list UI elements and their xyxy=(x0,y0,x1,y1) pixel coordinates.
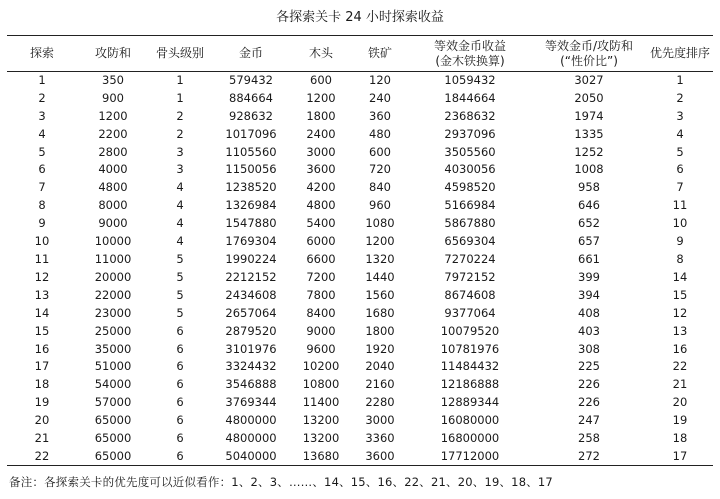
table-cell: 10200 xyxy=(302,359,340,374)
table-cell: 16800000 xyxy=(440,431,500,446)
table-cell: 1560 xyxy=(365,287,395,302)
table-cell: 5 xyxy=(176,305,184,320)
table-cell: 54000 xyxy=(94,377,132,392)
table-cell: 65000 xyxy=(94,413,132,428)
table-cell: 19 xyxy=(34,395,50,410)
table-cell: 600 xyxy=(369,144,391,159)
table-cell: 14 xyxy=(672,269,688,284)
table-cell: 1238520 xyxy=(225,180,277,195)
table-cell: 6 xyxy=(38,162,46,177)
table-cell: 35000 xyxy=(94,341,132,356)
table-cell: 14 xyxy=(34,305,50,320)
table-cell: 8000 xyxy=(98,198,128,213)
table-cell: 2879520 xyxy=(225,323,277,338)
table-cell: 1 xyxy=(38,73,46,88)
table-cell: 16 xyxy=(34,341,50,356)
table-cell: 3324432 xyxy=(225,359,277,374)
table-cell: 2800 xyxy=(98,144,128,159)
table-cell: 408 xyxy=(578,305,600,320)
table-cell: 13680 xyxy=(291,448,351,466)
table-cell: 4800000 xyxy=(225,413,277,428)
table-cell: 3000 xyxy=(306,144,336,159)
table-cell: 18 xyxy=(34,377,50,392)
table-cell: 51000 xyxy=(94,359,132,374)
table-cell: 4598520 xyxy=(444,180,496,195)
table-cell: 9000 xyxy=(306,323,336,338)
table-cell: 399 xyxy=(578,269,600,284)
column-header xyxy=(351,36,409,72)
column-header xyxy=(211,36,291,72)
table-cell: 11484432 xyxy=(440,359,500,374)
column-header-sublabel: (金木铁换算) xyxy=(435,53,505,68)
table-cell: 20 xyxy=(34,413,50,428)
table-cell: 661 xyxy=(578,252,600,267)
table-cell: 1335 xyxy=(574,126,604,141)
table-cell: 2040 xyxy=(365,359,395,374)
table-cell: 3769344 xyxy=(225,395,277,410)
table-cell: 2368632 xyxy=(444,108,496,123)
table-cell: 7972152 xyxy=(444,269,496,284)
table-cell: 15 xyxy=(34,323,50,338)
column-header-label: 骨头级别 xyxy=(155,46,204,60)
table-cell: 8674608 xyxy=(444,287,496,302)
table-cell: 9600 xyxy=(306,341,336,356)
table-row xyxy=(7,215,713,233)
table-cell: 8 xyxy=(676,252,684,267)
table-cell: 2280 xyxy=(365,395,395,410)
table-row xyxy=(7,143,713,161)
table-cell: 225 xyxy=(578,359,600,374)
table-cell: 900 xyxy=(102,90,124,105)
table-cell: 1844664 xyxy=(444,90,496,105)
table-cell: 5 xyxy=(176,269,184,284)
table-cell: 20000 xyxy=(94,269,132,284)
table-cell: 6 xyxy=(176,341,184,356)
table-cell: 3000 xyxy=(365,413,395,428)
table-cell: 3 xyxy=(676,108,684,123)
table-row xyxy=(7,233,713,251)
table-cell: 394 xyxy=(578,287,600,302)
table-row xyxy=(7,430,713,448)
table-cell: 12889344 xyxy=(440,395,500,410)
table-row xyxy=(7,322,713,340)
table-cell: 4800 xyxy=(98,180,128,195)
table-cell: 2 xyxy=(676,90,684,105)
column-header xyxy=(531,36,647,72)
table-cell: 1920 xyxy=(365,341,395,356)
table-cell: 226 xyxy=(578,395,600,410)
table-row xyxy=(7,412,713,430)
table-cell: 13200 xyxy=(302,413,340,428)
column-header-label: 木头 xyxy=(308,46,333,60)
table-cell: 12 xyxy=(672,305,688,320)
table-cell: 2050 xyxy=(574,90,604,105)
table-cell: 1080 xyxy=(365,216,395,231)
table-cell: 1326984 xyxy=(225,198,277,213)
table-cell: 17 xyxy=(647,448,713,466)
table-cell: 6 xyxy=(676,162,684,177)
table-cell: 7200 xyxy=(306,269,336,284)
table-cell: 16 xyxy=(672,341,688,356)
table-cell: 13 xyxy=(34,287,50,302)
table-cell: 4 xyxy=(176,198,184,213)
table-cell: 5 xyxy=(176,252,184,267)
table-cell: 5400 xyxy=(306,216,336,231)
column-header xyxy=(77,36,149,72)
column-header-label: 优先度排序 xyxy=(649,46,710,60)
table-cell: 960 xyxy=(369,198,391,213)
table-cell: 1990224 xyxy=(225,252,277,267)
table-cell: 3360 xyxy=(365,431,395,446)
table-cell: 17 xyxy=(34,359,50,374)
header-row xyxy=(7,36,713,72)
table-cell: 958 xyxy=(578,180,600,195)
footnote: 备注：各探索关卡的优先度可以近似看作：1、2、3、……、14、15、16、22、21、20、19、18、17 xyxy=(9,475,553,489)
table-cell: 7 xyxy=(38,180,46,195)
table-cell: 1059432 xyxy=(444,73,496,88)
table-cell: 6000 xyxy=(306,234,336,249)
table-row xyxy=(7,161,713,179)
table-cell: 4 xyxy=(38,126,46,141)
table-cell: 3101976 xyxy=(225,341,277,356)
table-cell: 57000 xyxy=(94,395,132,410)
table-cell: 1680 xyxy=(365,305,395,320)
table-cell: 7 xyxy=(676,180,684,195)
table-row xyxy=(7,268,713,286)
table-cell: 9000 xyxy=(98,216,128,231)
table-row xyxy=(7,89,713,107)
table-cell: 1252 xyxy=(574,144,604,159)
table-cell: 23000 xyxy=(94,305,132,320)
table-cell: 4800000 xyxy=(225,431,277,446)
table-cell: 308 xyxy=(578,341,600,356)
table-cell: 240 xyxy=(369,90,391,105)
column-header-label: 金币 xyxy=(238,46,263,60)
column-header-sublabel: (“性价比”) xyxy=(560,53,618,68)
table-cell: 720 xyxy=(369,162,391,177)
table-cell: 1547880 xyxy=(225,216,277,231)
table-cell: 1769304 xyxy=(225,234,277,249)
table-cell: 2434608 xyxy=(225,287,277,302)
table-cell: 1105560 xyxy=(225,144,277,159)
table-cell: 2400 xyxy=(306,126,336,141)
table-cell: 403 xyxy=(578,323,600,338)
table-cell: 13 xyxy=(672,323,688,338)
column-header-label: 探索 xyxy=(29,46,54,60)
table-cell: 12186888 xyxy=(440,377,500,392)
table-cell: 6 xyxy=(149,448,211,466)
table-cell: 3600 xyxy=(351,448,409,466)
column-header-label: 铁矿 xyxy=(367,46,392,60)
table-cell: 12 xyxy=(34,269,50,284)
table-cell: 9377064 xyxy=(444,305,496,320)
table-cell: 10781976 xyxy=(440,341,500,356)
table-cell: 22 xyxy=(672,359,688,374)
table-cell: 1 xyxy=(676,73,684,88)
table-cell: 1320 xyxy=(365,252,395,267)
column-header xyxy=(291,36,351,72)
table-cell: 25000 xyxy=(94,323,132,338)
table-row xyxy=(7,179,713,197)
table-cell: 5166984 xyxy=(444,198,496,213)
table-cell: 9 xyxy=(676,234,684,249)
table-cell: 480 xyxy=(369,126,391,141)
table-cell: 1 xyxy=(176,73,184,88)
column-header xyxy=(647,36,713,72)
table-cell: 1008 xyxy=(574,162,604,177)
table-cell: 10800 xyxy=(302,377,340,392)
table-row xyxy=(7,72,713,90)
table-cell: 4030056 xyxy=(444,162,496,177)
table-cell: 1800 xyxy=(365,323,395,338)
table-cell: 6 xyxy=(176,395,184,410)
table-cell: 360 xyxy=(369,108,391,123)
table-row xyxy=(7,304,713,322)
table-header xyxy=(7,36,713,72)
table-cell: 3 xyxy=(176,144,184,159)
table-cell: 247 xyxy=(578,413,600,428)
table-row xyxy=(7,286,713,304)
table-row xyxy=(7,340,713,358)
table-cell: 600 xyxy=(310,73,332,88)
table-cell: 5867880 xyxy=(444,216,496,231)
table-cell: 9 xyxy=(38,216,46,231)
table-cell: 5 xyxy=(38,144,46,159)
table-cell: 652 xyxy=(578,216,600,231)
table-cell: 928632 xyxy=(229,108,273,123)
table-cell: 120 xyxy=(369,73,391,88)
table-row xyxy=(7,125,713,143)
table-cell: 350 xyxy=(102,73,124,88)
table-row xyxy=(7,448,713,466)
table-cell: 11000 xyxy=(94,252,132,267)
table-cell: 3546888 xyxy=(225,377,277,392)
table-cell: 6569304 xyxy=(444,234,496,249)
table-cell: 1200 xyxy=(306,90,336,105)
table-cell: 1440 xyxy=(365,269,395,284)
table-cell: 11 xyxy=(34,252,50,267)
table-cell: 5040000 xyxy=(211,448,291,466)
table-cell: 4 xyxy=(676,126,684,141)
table-cell: 6 xyxy=(176,323,184,338)
table-cell: 2937096 xyxy=(444,126,496,141)
table-cell: 17712000 xyxy=(409,448,531,466)
table-cell: 2200 xyxy=(98,126,128,141)
table-cell: 4 xyxy=(176,234,184,249)
table-cell: 19 xyxy=(672,413,688,428)
table-cell: 20 xyxy=(672,395,688,410)
table-cell: 3 xyxy=(38,108,46,123)
table-cell: 4 xyxy=(176,216,184,231)
table-cell: 226 xyxy=(578,377,600,392)
table-row xyxy=(7,107,713,125)
table-cell: 2 xyxy=(176,108,184,123)
table-cell: 21 xyxy=(672,377,688,392)
column-header xyxy=(149,36,211,72)
table-cell: 65000 xyxy=(77,448,149,466)
table-cell: 10000 xyxy=(94,234,132,249)
table-cell: 6 xyxy=(176,431,184,446)
table-cell: 4000 xyxy=(98,162,128,177)
column-header-label: 攻防和 xyxy=(94,46,131,60)
table-cell: 2160 xyxy=(365,377,395,392)
table-cell: 10 xyxy=(34,234,50,249)
table-cell: 65000 xyxy=(94,431,132,446)
table-cell: 646 xyxy=(578,198,600,213)
table-cell: 2 xyxy=(38,90,46,105)
table-cell: 1974 xyxy=(574,108,604,123)
table-cell: 13200 xyxy=(302,431,340,446)
table-cell: 8 xyxy=(38,198,46,213)
table-cell: 1800 xyxy=(306,108,336,123)
table-cell: 6 xyxy=(176,359,184,374)
table-cell: 22 xyxy=(7,448,77,466)
table-cell: 3 xyxy=(176,162,184,177)
table-cell: 11 xyxy=(672,198,688,213)
table-cell: 6 xyxy=(176,377,184,392)
table-cell: 272 xyxy=(531,448,647,466)
column-header xyxy=(409,36,531,72)
table-cell: 11400 xyxy=(302,395,340,410)
table-cell: 579432 xyxy=(229,73,273,88)
table-cell: 1200 xyxy=(98,108,128,123)
table-cell: 21 xyxy=(34,431,50,446)
column-header-label: 等效金币收益 xyxy=(433,38,506,53)
table-row xyxy=(7,358,713,376)
table-cell: 2 xyxy=(176,126,184,141)
table-cell: 8400 xyxy=(306,305,336,320)
table-cell: 1200 xyxy=(365,234,395,249)
table-body xyxy=(7,72,713,466)
table-cell: 15 xyxy=(672,287,688,302)
table-cell: 6 xyxy=(176,413,184,428)
table-cell: 18 xyxy=(672,431,688,446)
table-row xyxy=(7,197,713,215)
table-cell: 4 xyxy=(176,180,184,195)
table-cell: 2657064 xyxy=(225,305,277,320)
table-row xyxy=(7,376,713,394)
table-cell: 840 xyxy=(369,180,391,195)
table-row xyxy=(7,251,713,269)
table-cell: 884664 xyxy=(229,90,273,105)
table-cell: 4800 xyxy=(306,198,336,213)
table-cell: 5 xyxy=(176,287,184,302)
table-cell: 1 xyxy=(176,90,184,105)
table-cell: 6600 xyxy=(306,252,336,267)
column-header xyxy=(7,36,77,72)
table-cell: 3505560 xyxy=(444,144,496,159)
table-cell: 258 xyxy=(578,431,600,446)
table-title: 各探索关卡 24 小时探索收益 xyxy=(276,10,444,25)
table-cell: 10079520 xyxy=(440,323,500,338)
table-cell: 22000 xyxy=(94,287,132,302)
table-cell: 10 xyxy=(672,216,688,231)
table-cell: 657 xyxy=(578,234,600,249)
table-row xyxy=(7,394,713,412)
table-cell: 7800 xyxy=(306,287,336,302)
table-cell: 7270224 xyxy=(444,252,496,267)
table-cell: 5 xyxy=(676,144,684,159)
table-cell: 4200 xyxy=(306,180,336,195)
table-cell: 1017096 xyxy=(225,126,277,141)
exploration-table xyxy=(7,35,713,466)
table-cell: 3027 xyxy=(574,73,604,88)
table-cell: 3600 xyxy=(306,162,336,177)
column-header-label: 等效金币/攻防和 xyxy=(544,38,634,53)
table-cell: 16080000 xyxy=(440,413,500,428)
table-cell: 1150056 xyxy=(225,162,277,177)
table-cell: 2212152 xyxy=(225,269,277,284)
